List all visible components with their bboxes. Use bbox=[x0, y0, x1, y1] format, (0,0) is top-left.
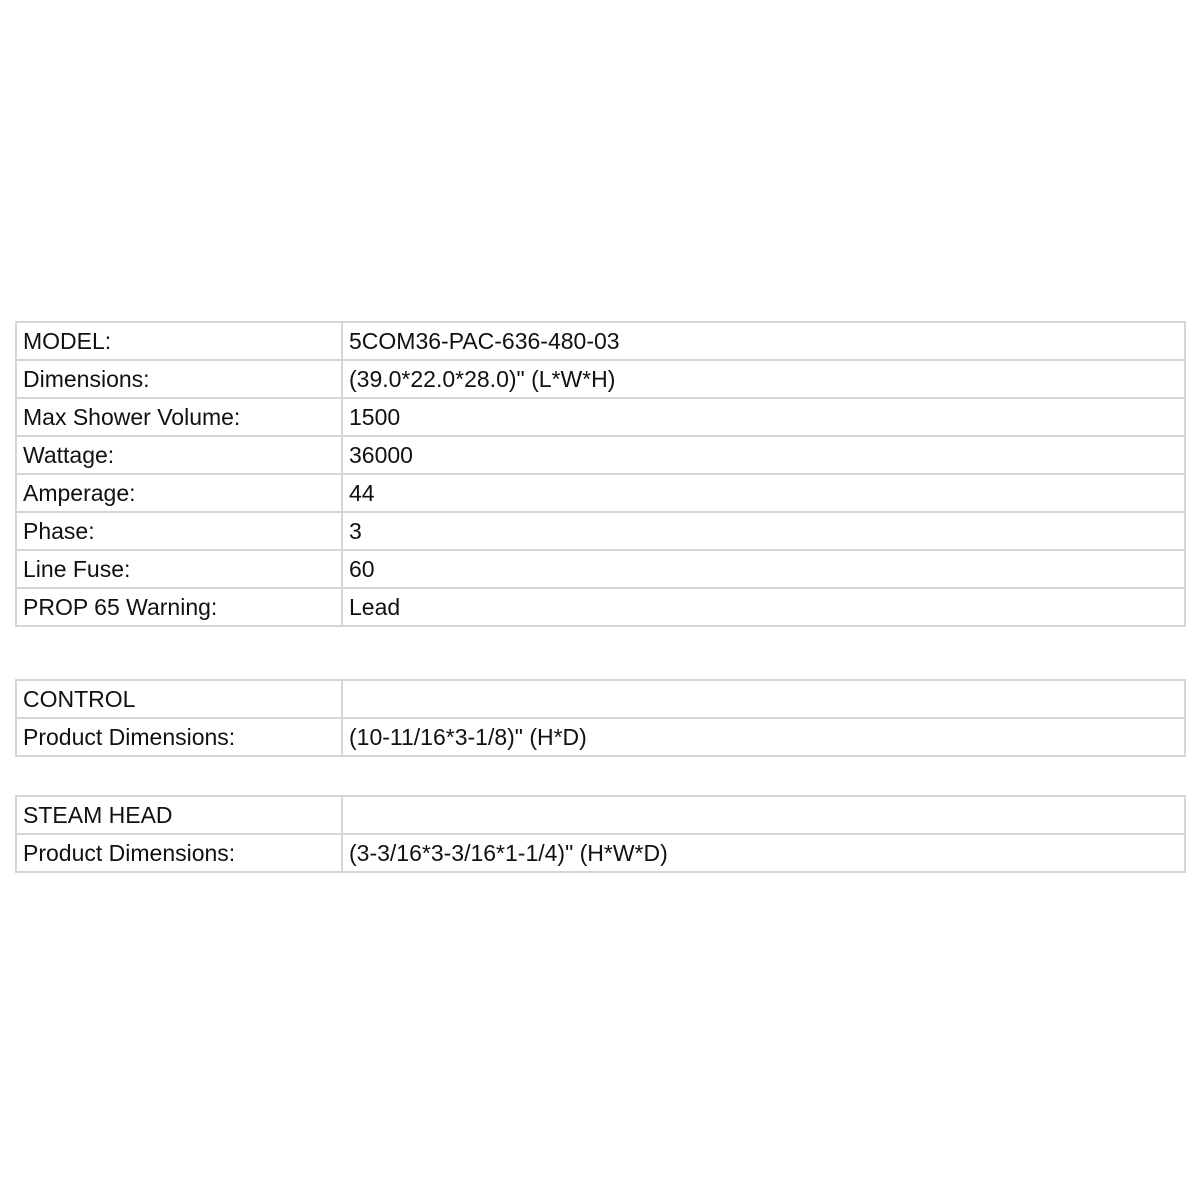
control-heading-value bbox=[342, 680, 1185, 718]
spec-label-max-shower-volume: Max Shower Volume: bbox=[16, 398, 342, 436]
table-row bbox=[16, 360, 1185, 398]
spec-value-dimensions: (39.0*22.0*28.0)" (L*W*H) bbox=[342, 360, 1185, 398]
steam-head-table bbox=[15, 795, 1186, 873]
spec-label-model: MODEL: bbox=[16, 322, 342, 360]
spec-label-amperage: Amperage: bbox=[16, 474, 342, 512]
spec-value-model: 5COM36-PAC-636-480-03 bbox=[342, 322, 1185, 360]
steam-head-heading: STEAM HEAD bbox=[16, 796, 342, 834]
spec-label-dimensions: Dimensions: bbox=[16, 360, 342, 398]
table-row bbox=[16, 718, 1185, 756]
table-row bbox=[16, 588, 1185, 626]
steam-head-heading-value bbox=[342, 796, 1185, 834]
table-row bbox=[16, 550, 1185, 588]
spec-label-phase: Phase: bbox=[16, 512, 342, 550]
control-heading: CONTROL bbox=[16, 680, 342, 718]
spec-label-prop65-warning: PROP 65 Warning: bbox=[16, 588, 342, 626]
spec-value-prop65-warning: Lead bbox=[342, 588, 1185, 626]
table-row bbox=[16, 474, 1185, 512]
table-row bbox=[16, 796, 1185, 834]
table-row bbox=[16, 512, 1185, 550]
steam-head-value-product-dimensions: (3-3/16*3-3/16*1-1/4)" (H*W*D) bbox=[342, 834, 1185, 872]
spec-value-amperage: 44 bbox=[342, 474, 1185, 512]
control-value-product-dimensions: (10-11/16*3-1/8)" (H*D) bbox=[342, 718, 1185, 756]
spec-value-phase: 3 bbox=[342, 512, 1185, 550]
table-row bbox=[16, 322, 1185, 360]
table-row bbox=[16, 436, 1185, 474]
spec-value-wattage: 36000 bbox=[342, 436, 1185, 474]
spec-label-line-fuse: Line Fuse: bbox=[16, 550, 342, 588]
spec-value-max-shower-volume: 1500 bbox=[342, 398, 1185, 436]
table-row bbox=[16, 834, 1185, 872]
spec-value-line-fuse: 60 bbox=[342, 550, 1185, 588]
steam-head-label-product-dimensions: Product Dimensions: bbox=[16, 834, 342, 872]
table-row bbox=[16, 398, 1185, 436]
control-label-product-dimensions: Product Dimensions: bbox=[16, 718, 342, 756]
specifications-table bbox=[15, 321, 1186, 627]
spec-label-wattage: Wattage: bbox=[16, 436, 342, 474]
table-row bbox=[16, 680, 1185, 718]
control-table bbox=[15, 679, 1186, 757]
